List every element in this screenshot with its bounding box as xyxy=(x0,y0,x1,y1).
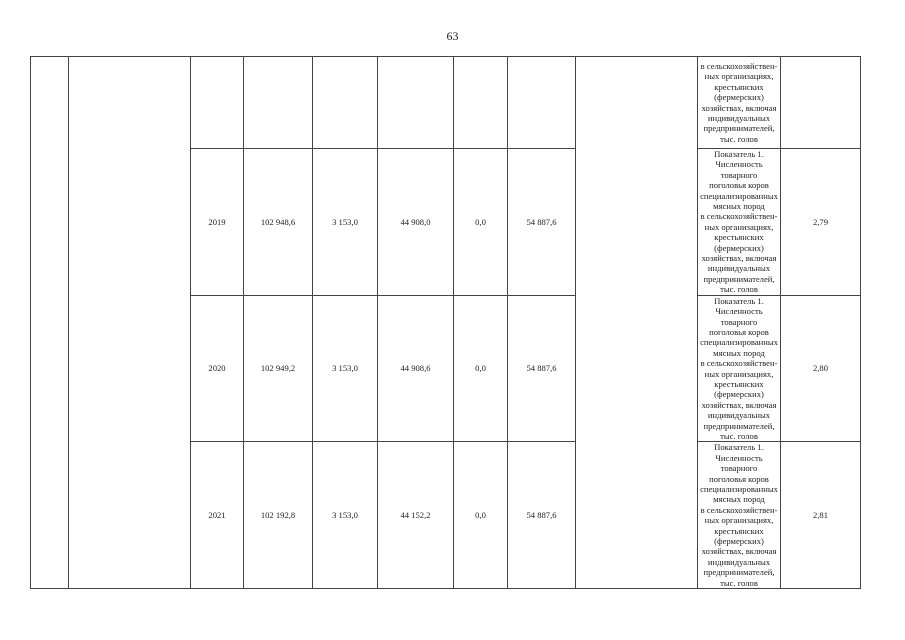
federal-cell: 3 153,0 xyxy=(313,149,378,296)
regional-cell: 44 152,2 xyxy=(378,442,454,589)
indicator-value-cell: 2,80 xyxy=(781,295,861,442)
year-cell: 2020 xyxy=(191,295,244,442)
federal-cell: 3 153,0 xyxy=(313,295,378,442)
other-cell xyxy=(508,57,576,149)
name-cell xyxy=(69,57,191,589)
year-cell xyxy=(191,57,244,149)
federal-cell: 3 153,0 xyxy=(313,442,378,589)
regional-cell: 44 908,0 xyxy=(378,149,454,296)
regional-cell: 44 908,6 xyxy=(378,295,454,442)
federal-cell xyxy=(313,57,378,149)
other-cell: 54 887,6 xyxy=(508,149,576,296)
other-cell: 54 887,6 xyxy=(508,442,576,589)
indicator-cell: Показатель 1. Численность товарного поголовья коров специализированных мясных пород в сельскохозяйствен- ных организациях, крестьянских (фермерских) хозяйствах, включая индивидуальных предпринимателей, тыс. голов xyxy=(698,149,781,296)
total-cell: 102 192,8 xyxy=(244,442,313,589)
table-row-continuation xyxy=(31,57,861,149)
indicator-value-cell: 2,79 xyxy=(781,149,861,296)
indicator-value-cell: 2,81 xyxy=(781,442,861,589)
total-cell: 102 948,6 xyxy=(244,149,313,296)
number-cell xyxy=(31,57,69,589)
year-cell: 2021 xyxy=(191,442,244,589)
regional-cell xyxy=(378,57,454,149)
result-cell xyxy=(576,57,698,589)
local-cell: 0,0 xyxy=(454,149,508,296)
year-cell: 2019 xyxy=(191,149,244,296)
local-cell: 0,0 xyxy=(454,295,508,442)
page-number: 63 xyxy=(446,29,459,43)
total-cell xyxy=(244,57,313,149)
indicator-value-cell xyxy=(781,57,861,149)
other-cell: 54 887,6 xyxy=(508,295,576,442)
program-table xyxy=(30,56,861,589)
indicator-cell: Показатель 1. Численность товарного поголовья коров специализированных мясных пород в сельскохозяйствен- ных организациях, крестьянских (фермерских) хозяйствах, включая индивидуальных предпринимателей, тыс. голов xyxy=(698,295,781,442)
indicator-cell: Показатель 1. Численность товарного поголовья коров специализированных мясных пород в сельскохозяйствен- ных организациях, крестьянских (фермерских) хозяйствах, включая индивидуальных предпринимателей, тыс. голов xyxy=(698,442,781,589)
local-cell: 0,0 xyxy=(454,442,508,589)
total-cell: 102 949,2 xyxy=(244,295,313,442)
local-cell xyxy=(454,57,508,149)
indicator-cell: в сельскохозяйствен- ных организациях, крестьянских (фермерских) хозяйствах, включая индивидуальных предпринимателей, тыс. голов xyxy=(698,57,781,149)
